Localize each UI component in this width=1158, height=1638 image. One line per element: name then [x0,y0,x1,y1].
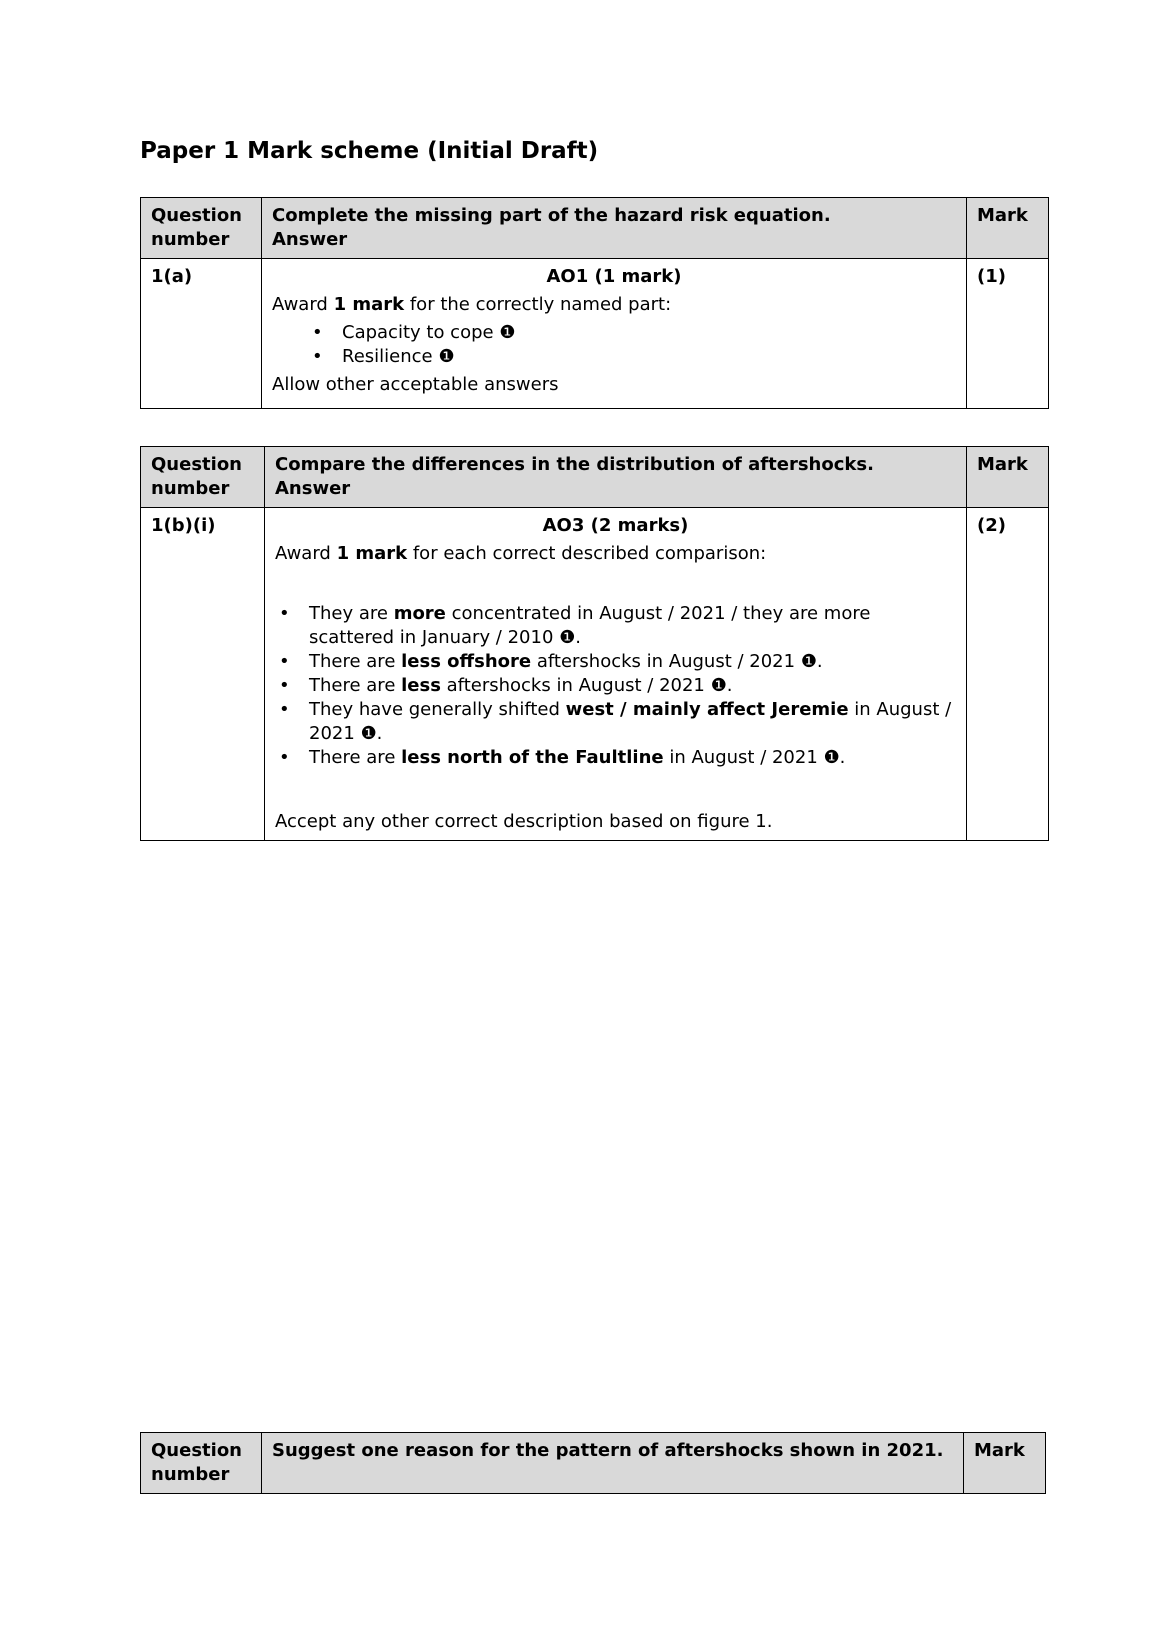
mark-value: (1) [967,259,1049,409]
list-item [275,746,956,770]
answer-label: Answer [272,229,348,250]
list-item: • Resilience ❶ [272,345,956,369]
question-header [262,198,967,259]
question-text: Complete the missing part of the hazard risk equation. [272,205,831,226]
answer-label: Answer [275,478,351,499]
mark-scheme-table-1a [140,197,1049,409]
item-text: There are [309,747,402,768]
table-row [141,508,1049,841]
table-header-row [141,198,1049,259]
list-item: • Capacity to cope ❶ [272,321,956,345]
item-text: aftershocks in August / 2021 ❶. [440,675,733,696]
award-post: for the correctly named part: [404,294,672,315]
footer-note: Accept any other correct description based on figure 1. [275,811,773,832]
table-header-row [141,447,1049,508]
award-text [275,542,956,566]
item-bold: more [393,603,446,624]
item-text: They have generally shifted [309,699,566,720]
table-header-row [141,1433,1046,1494]
question-number: 1(b)(i) [141,508,265,841]
mark-scheme-table-1bi [140,446,1049,841]
item-bold: less offshore [401,651,532,672]
mark-header: Mark [967,198,1049,259]
answer-list [275,602,956,770]
mark-header: Mark [967,447,1049,508]
footer-note: Allow other acceptable answers [272,374,559,395]
question-text: Compare the differences in the distribution of aftershocks. [275,454,874,475]
table-row [141,259,1049,409]
item-text: They are [309,603,394,624]
item-text: in August / 2021 ❶. [309,699,952,744]
item-text: aftershocks in August / 2021 ❶. [531,651,823,672]
award-bold: 1 mark [333,294,405,315]
question-number-header: Question number [141,1433,262,1494]
mark-header: Mark [964,1433,1046,1494]
answer-list [272,321,956,369]
item-bold: west / mainly affect Jeremie [565,699,849,720]
answer-cell [265,508,967,841]
award-pre: Award [275,543,337,564]
question-number-header: Question number [141,198,262,259]
item-bold: less [401,675,441,696]
list-item [275,698,956,746]
question-header [265,447,967,508]
item-text: concentrated in August / 2021 / they are more scattered in January / 2010 ❶. [309,603,871,648]
assessment-objective: AO1 (1 mark) [546,266,682,287]
item-bold: less north of the Faultline [401,747,664,768]
answer-cell [262,259,967,409]
mark-value: (2) [967,508,1049,841]
item-text: in August / 2021 ❶. [663,747,846,768]
page-title: Paper 1 Mark scheme (Initial Draft) [140,138,599,164]
award-post: for each correct described comparison: [407,543,767,564]
assessment-objective: AO3 (2 marks) [542,515,689,536]
item-text: There are [309,651,402,672]
list-item [275,602,956,650]
award-pre: Award [272,294,334,315]
list-item [275,674,956,698]
mark-scheme-table-next [140,1432,1046,1494]
item-text: There are [309,675,402,696]
question-text: Suggest one reason for the pattern of aftershocks shown in 2021. [262,1433,964,1494]
question-number-header: Question number [141,447,265,508]
list-item [275,650,956,674]
award-bold: 1 mark [336,543,408,564]
question-number: 1(a) [141,259,262,409]
award-text [272,293,956,317]
